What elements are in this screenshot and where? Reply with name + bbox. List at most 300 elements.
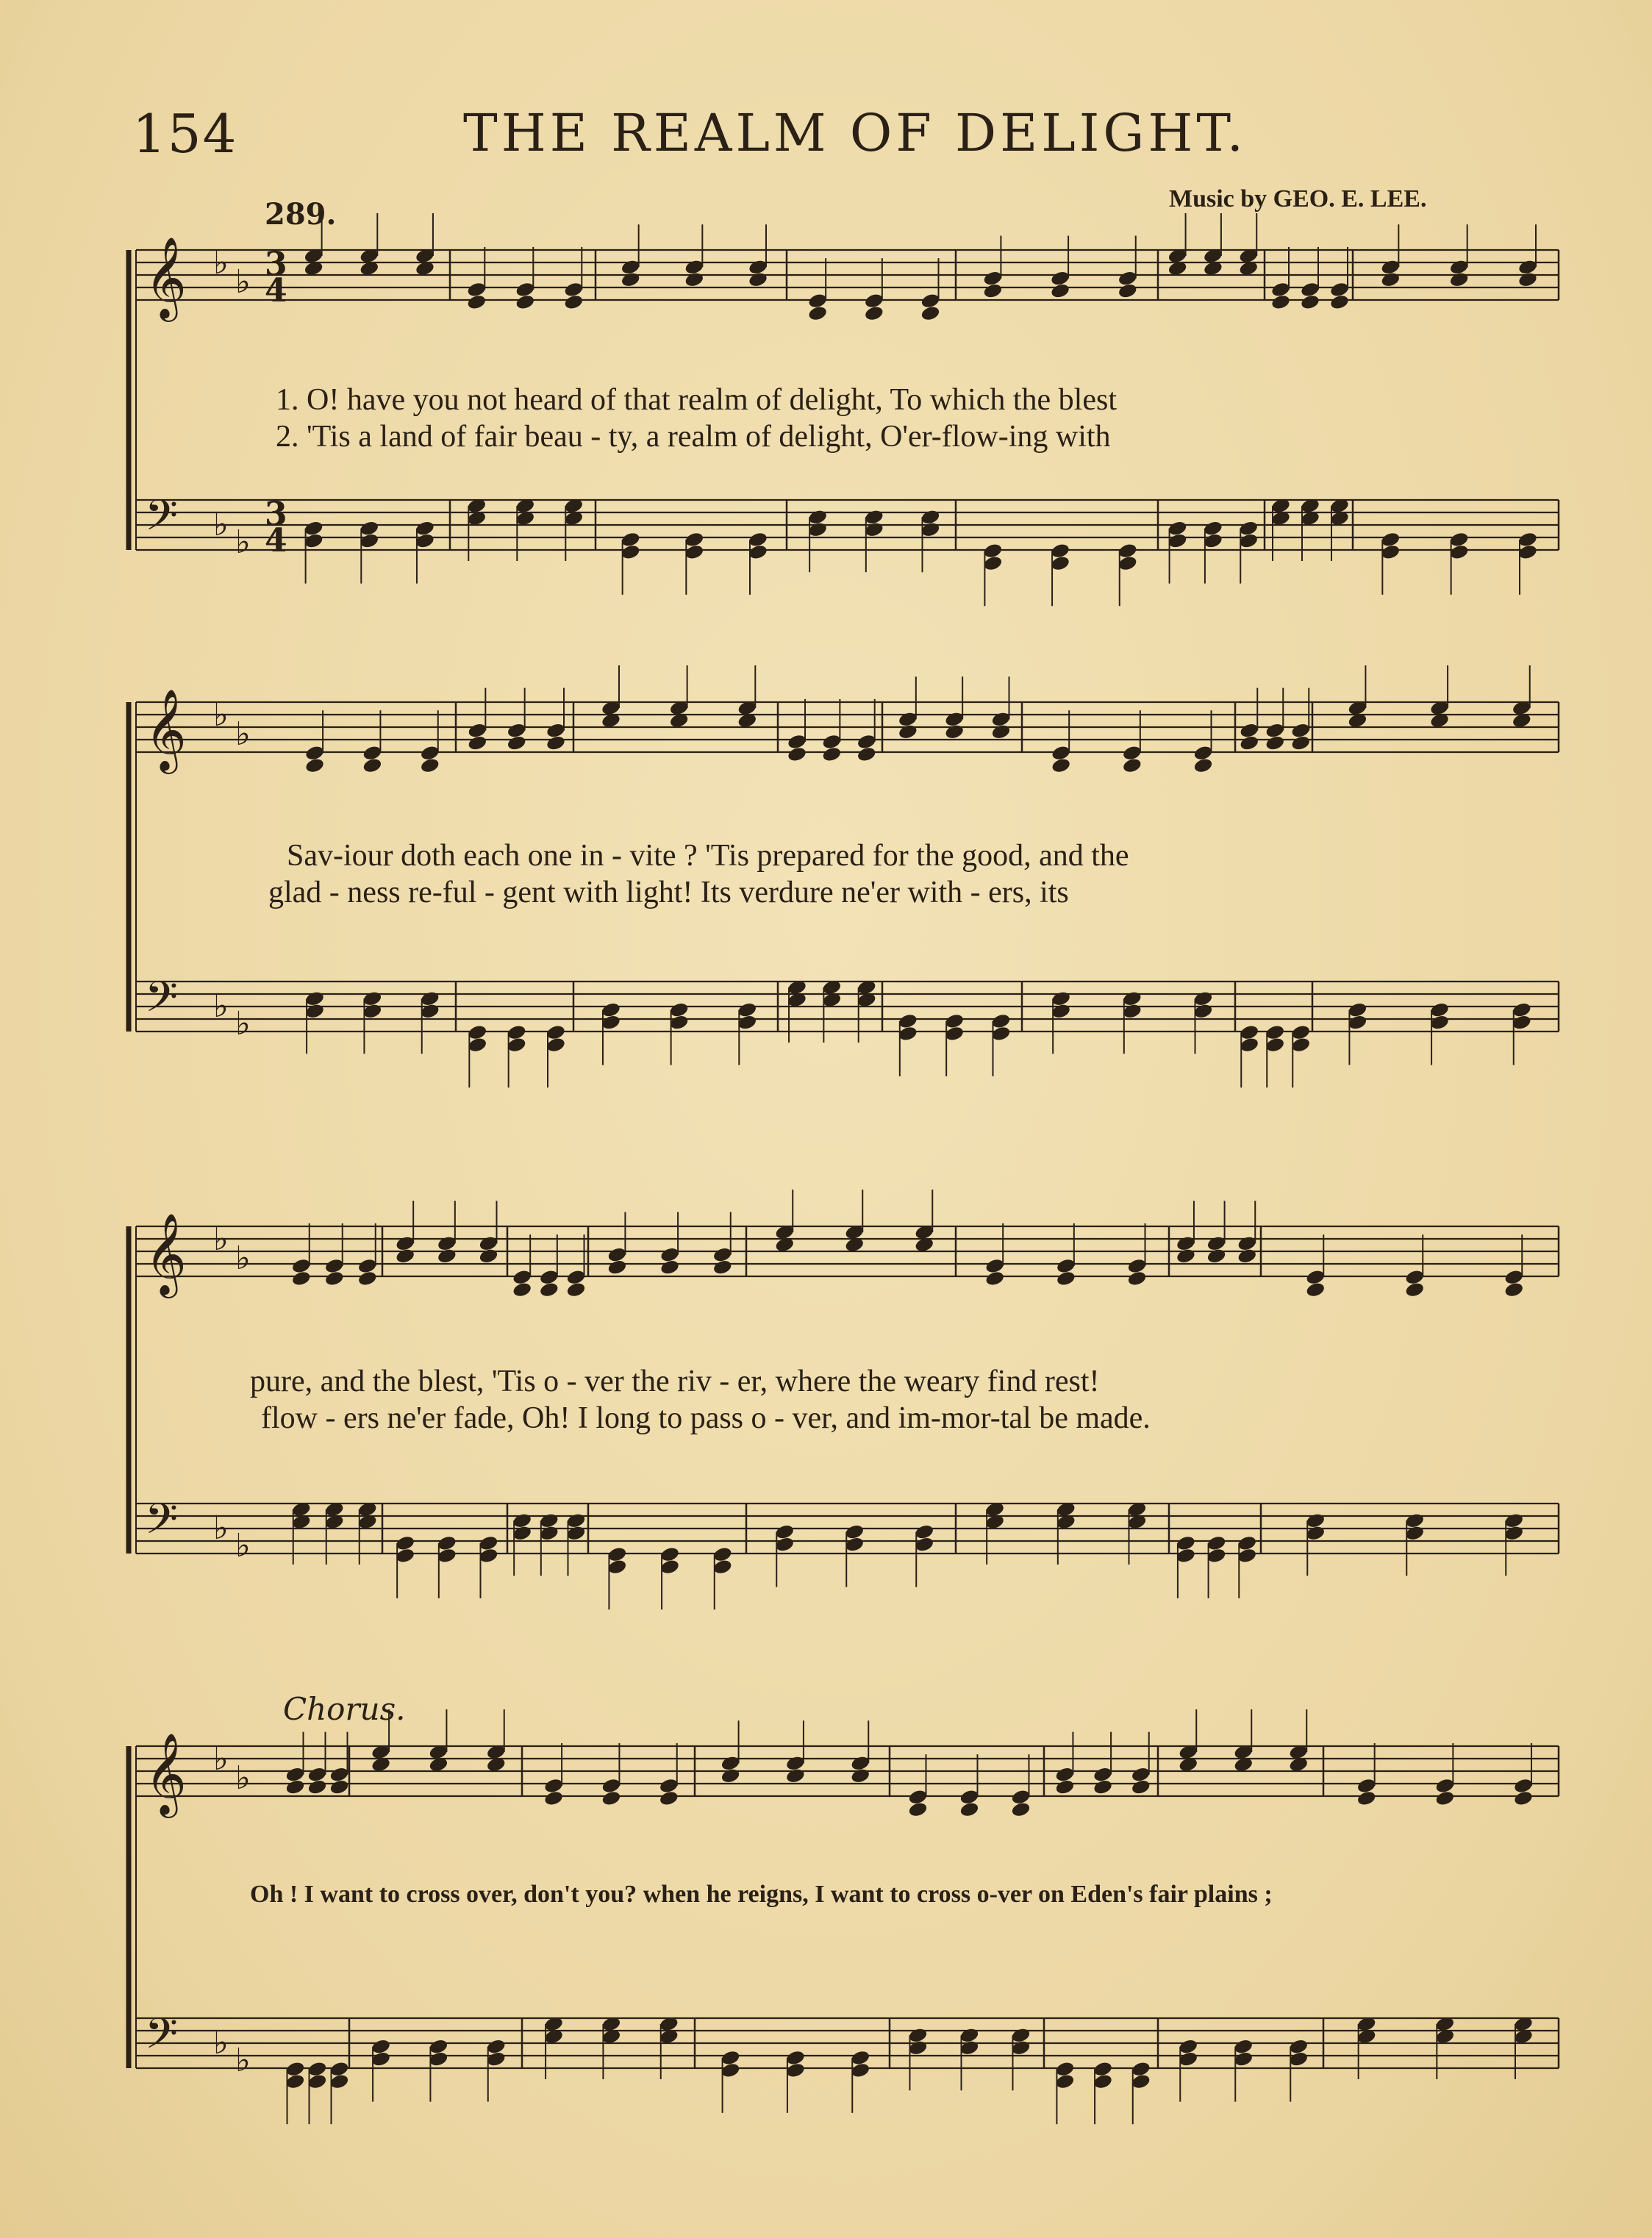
notehead xyxy=(990,1012,1011,1029)
notehead xyxy=(546,722,566,739)
bass-clef-icon: 𝄢 xyxy=(145,2009,179,2069)
notehead xyxy=(507,1024,527,1041)
notehead xyxy=(512,1281,532,1298)
notehead xyxy=(1449,259,1470,276)
notehead xyxy=(285,2073,305,2090)
notehead xyxy=(1122,990,1143,1007)
flat-icon: ♭ xyxy=(235,1527,251,1565)
notehead xyxy=(712,1559,733,1576)
notehead xyxy=(1347,1001,1367,1018)
notehead xyxy=(1118,270,1138,287)
notehead xyxy=(821,733,842,750)
notehead xyxy=(543,1790,564,1806)
notehead xyxy=(1206,1248,1227,1265)
flat-icon: ♭ xyxy=(213,1220,229,1258)
notehead xyxy=(898,1012,918,1029)
flat-icon: ♭ xyxy=(213,1740,229,1778)
notehead xyxy=(285,1766,305,1783)
notehead xyxy=(539,1281,559,1298)
notehead xyxy=(563,281,584,298)
notehead xyxy=(539,1512,559,1529)
notehead xyxy=(684,543,704,560)
notehead xyxy=(659,1259,680,1276)
page-title: THE REALM OF DELIGHT. xyxy=(463,103,1248,163)
notehead xyxy=(329,1778,349,1795)
notehead xyxy=(307,2061,327,2078)
notehead xyxy=(1237,1248,1257,1265)
notehead xyxy=(898,723,918,740)
notehead xyxy=(748,271,768,288)
notehead xyxy=(1290,722,1311,739)
notehead xyxy=(1206,1235,1227,1252)
notehead xyxy=(359,520,379,537)
notehead xyxy=(737,1001,757,1018)
flat-icon: ♭ xyxy=(235,1759,251,1797)
flat-icon: ♭ xyxy=(213,2024,229,2062)
notehead xyxy=(1517,271,1538,288)
notehead xyxy=(324,1257,345,1274)
notehead xyxy=(1239,1024,1259,1041)
flat-icon: ♭ xyxy=(213,987,229,1025)
notehead xyxy=(621,543,641,560)
notehead xyxy=(467,1024,487,1041)
notehead xyxy=(990,1025,1011,1042)
notehead xyxy=(486,2051,507,2067)
notehead xyxy=(507,1037,527,1054)
notehead xyxy=(1233,2051,1254,2067)
notehead xyxy=(1051,745,1071,762)
notehead xyxy=(907,1801,928,1818)
notehead xyxy=(850,2049,870,2066)
notehead xyxy=(1512,1001,1532,1018)
notehead xyxy=(990,723,1011,740)
notehead xyxy=(1449,531,1470,548)
notehead xyxy=(659,1777,679,1794)
flat-icon: ♭ xyxy=(213,1509,229,1547)
notehead xyxy=(1503,1512,1524,1529)
notehead xyxy=(1239,734,1259,751)
notehead xyxy=(1050,282,1070,299)
notehead xyxy=(1404,1512,1425,1529)
notehead xyxy=(565,1512,586,1529)
notehead xyxy=(512,1525,532,1542)
notehead xyxy=(1356,1790,1377,1806)
notehead xyxy=(1054,1778,1075,1795)
notehead xyxy=(1131,1766,1151,1783)
notehead xyxy=(1051,757,1071,774)
notehead xyxy=(844,1523,865,1540)
notehead xyxy=(539,1525,559,1542)
flat-icon: ♭ xyxy=(213,244,229,282)
notehead xyxy=(1513,1777,1534,1794)
notehead xyxy=(304,757,325,774)
notehead xyxy=(357,1270,378,1287)
notehead xyxy=(1404,1269,1425,1286)
notehead xyxy=(898,1025,918,1042)
notehead xyxy=(1329,293,1350,310)
notehead xyxy=(466,281,487,298)
notehead xyxy=(1203,532,1223,549)
notehead xyxy=(1265,734,1285,751)
notehead xyxy=(1131,1778,1151,1795)
notehead xyxy=(785,1767,806,1784)
notehead xyxy=(982,543,1003,560)
notehead xyxy=(920,509,940,526)
notehead xyxy=(1122,1003,1143,1020)
notehead xyxy=(1178,2038,1198,2055)
notehead xyxy=(621,271,641,288)
chorus-label: Chorus. xyxy=(283,1691,406,1727)
flat-icon: ♭ xyxy=(213,696,229,734)
notehead xyxy=(944,723,965,740)
notehead xyxy=(1517,259,1538,276)
notehead xyxy=(420,745,440,762)
notehead xyxy=(304,532,324,549)
notehead xyxy=(737,1014,757,1031)
notehead xyxy=(563,293,584,310)
notehead xyxy=(621,259,641,276)
lyric-line-verse1-system3: pure, and the blest, 'Tis o - ver the riv - er, where the weary find rest! xyxy=(250,1365,1100,1398)
notehead xyxy=(1126,1270,1147,1287)
notehead xyxy=(420,1003,440,1020)
notehead xyxy=(1176,1547,1196,1564)
notehead xyxy=(1118,543,1138,560)
notehead xyxy=(1305,1281,1326,1298)
notehead xyxy=(1192,1003,1213,1020)
notehead xyxy=(1265,1024,1285,1041)
notehead xyxy=(607,1246,627,1263)
notehead xyxy=(1178,2051,1198,2067)
notehead xyxy=(467,722,487,739)
notehead xyxy=(1429,1001,1450,1018)
notehead xyxy=(515,281,535,298)
notehead xyxy=(1192,745,1213,762)
notehead xyxy=(420,757,440,774)
notehead xyxy=(420,990,440,1007)
notehead xyxy=(720,1755,741,1772)
notehead xyxy=(1054,2061,1075,2078)
notehead xyxy=(546,734,566,751)
notehead xyxy=(486,2038,507,2055)
notehead xyxy=(546,1037,566,1054)
flat-icon: ♭ xyxy=(235,263,251,301)
notehead xyxy=(821,746,842,762)
notehead xyxy=(1010,2027,1031,2044)
lyric-line-chorus: Oh ! I want to cross over, don't you? when he reigns, I want to cross o-ver on Eden's fair plains ; xyxy=(250,1881,1273,1908)
notehead xyxy=(982,555,1003,572)
notehead xyxy=(304,990,325,1007)
notehead xyxy=(1050,555,1070,572)
notehead xyxy=(1270,281,1291,298)
notehead xyxy=(1010,2039,1031,2056)
notehead xyxy=(1404,1281,1425,1298)
notehead xyxy=(1010,1789,1031,1806)
notehead xyxy=(507,722,527,739)
notehead xyxy=(1051,1003,1071,1020)
page-number: 154 xyxy=(132,103,238,165)
notehead xyxy=(748,543,768,560)
notehead xyxy=(601,1014,621,1031)
notehead xyxy=(1237,1547,1257,1564)
notehead xyxy=(565,1269,586,1286)
notehead xyxy=(607,1546,627,1563)
notehead xyxy=(1513,1790,1534,1806)
notehead xyxy=(329,2073,349,2090)
notehead xyxy=(1131,2073,1151,2090)
notehead xyxy=(1449,543,1470,560)
notehead xyxy=(920,293,940,310)
notehead xyxy=(467,1037,487,1054)
notehead xyxy=(864,305,884,322)
lyric-line-verse2-system2: glad - ness re-ful - gent with light! Its verdure ne'er with - ers, its xyxy=(268,876,1069,909)
notehead xyxy=(543,1777,564,1794)
notehead xyxy=(565,1525,586,1542)
notehead xyxy=(1122,745,1143,762)
notehead xyxy=(1503,1525,1524,1542)
notehead xyxy=(1265,722,1285,739)
notehead xyxy=(329,1766,349,1783)
notehead xyxy=(478,1248,498,1265)
notehead xyxy=(1050,270,1070,287)
notehead xyxy=(395,1534,415,1551)
notehead xyxy=(914,1523,934,1540)
treble-clef-icon: 𝄞 xyxy=(145,1212,187,1295)
notehead xyxy=(395,1248,415,1265)
notehead xyxy=(659,1559,680,1576)
notehead xyxy=(507,734,527,751)
notehead xyxy=(1093,2061,1113,2078)
notehead xyxy=(512,1512,532,1529)
notehead xyxy=(1305,1512,1326,1529)
flat-icon: ♭ xyxy=(235,715,251,753)
notehead xyxy=(621,531,641,548)
notehead xyxy=(864,293,884,310)
notehead xyxy=(291,1257,312,1274)
notehead xyxy=(1054,2073,1075,2090)
notehead xyxy=(959,1801,979,1818)
notehead xyxy=(1305,1525,1326,1542)
notehead xyxy=(787,746,807,762)
notehead xyxy=(659,1246,680,1263)
notehead xyxy=(684,271,704,288)
notehead xyxy=(1434,1777,1455,1794)
time-signature: 4 xyxy=(265,522,287,560)
notehead xyxy=(1051,990,1071,1007)
notehead xyxy=(712,1246,733,1263)
notehead xyxy=(712,1259,733,1276)
notehead xyxy=(1238,520,1259,537)
notehead xyxy=(1203,520,1223,537)
notehead xyxy=(914,1536,934,1553)
notehead xyxy=(428,2051,448,2067)
notehead xyxy=(907,2027,928,2044)
notehead xyxy=(844,1536,865,1553)
notehead xyxy=(1512,1014,1532,1031)
notehead xyxy=(1270,293,1291,310)
notehead xyxy=(324,1270,345,1287)
music-credit: Music by GEO. E. LEE. xyxy=(1169,185,1427,212)
lyric-line-verse1-system1: 1. O! have you not heard of that realm of delight, To which the blest xyxy=(276,383,1117,417)
notehead xyxy=(607,1559,627,1576)
notehead xyxy=(307,1778,327,1795)
notehead xyxy=(304,1003,325,1020)
notehead xyxy=(748,531,768,548)
notehead xyxy=(1054,1766,1075,1783)
flat-icon: ♭ xyxy=(235,1240,251,1277)
notehead xyxy=(807,509,828,526)
notehead xyxy=(1131,2061,1151,2078)
notehead xyxy=(807,305,828,322)
notehead xyxy=(285,1778,305,1795)
notehead xyxy=(478,1534,498,1551)
notehead xyxy=(371,2038,391,2055)
notehead xyxy=(850,1755,870,1772)
flat-icon: ♭ xyxy=(235,1005,251,1043)
notehead xyxy=(907,2039,928,2056)
notehead xyxy=(720,2049,741,2066)
notehead xyxy=(774,1536,795,1553)
notehead xyxy=(466,293,487,310)
notehead xyxy=(362,990,382,1007)
notehead xyxy=(1288,2038,1309,2055)
notehead xyxy=(1290,1037,1311,1054)
notehead xyxy=(1404,1525,1425,1542)
notehead xyxy=(428,2038,448,2055)
notehead xyxy=(1356,1777,1377,1794)
bass-clef-icon: 𝄢 xyxy=(145,1494,179,1554)
notehead xyxy=(984,1257,1005,1274)
notehead xyxy=(959,2027,979,2044)
notehead xyxy=(362,757,382,774)
notehead xyxy=(1265,1037,1285,1054)
notehead xyxy=(307,1766,327,1783)
notehead xyxy=(565,1281,586,1298)
notehead xyxy=(984,1270,1005,1287)
notehead xyxy=(1449,271,1470,288)
notehead xyxy=(539,1269,559,1286)
notehead xyxy=(944,1025,965,1042)
notehead xyxy=(1192,990,1213,1007)
notehead xyxy=(357,1257,378,1274)
notehead xyxy=(1329,281,1350,298)
notehead xyxy=(1168,532,1188,549)
notehead xyxy=(774,1523,795,1540)
notehead xyxy=(1118,282,1138,299)
notehead xyxy=(907,1789,928,1806)
notehead xyxy=(304,520,324,537)
notehead xyxy=(1239,722,1259,739)
notehead xyxy=(1056,1270,1076,1287)
treble-clef-icon: 𝄞 xyxy=(145,688,187,771)
notehead xyxy=(1300,281,1320,298)
notehead xyxy=(329,2061,349,2078)
notehead xyxy=(1093,2073,1113,2090)
notehead xyxy=(1290,734,1311,751)
notehead xyxy=(712,1546,733,1563)
bass-clef-icon: 𝄢 xyxy=(145,490,179,551)
notehead xyxy=(1206,1534,1227,1551)
notehead xyxy=(959,1789,979,1806)
notehead xyxy=(1056,1257,1076,1274)
notehead xyxy=(857,733,877,750)
notehead xyxy=(920,521,940,538)
notehead xyxy=(437,1235,457,1252)
flat-icon: ♭ xyxy=(213,506,229,543)
notehead xyxy=(1429,1014,1450,1031)
notehead xyxy=(437,1547,457,1564)
notehead xyxy=(1122,757,1143,774)
notehead xyxy=(546,1024,566,1041)
notehead xyxy=(291,1270,312,1287)
notehead xyxy=(1380,531,1401,548)
notehead xyxy=(990,711,1011,728)
notehead xyxy=(1347,1014,1367,1031)
notehead xyxy=(601,1001,621,1018)
notehead xyxy=(944,711,965,728)
notehead xyxy=(720,2062,741,2078)
notehead xyxy=(1434,1790,1455,1806)
notehead xyxy=(1010,1801,1031,1818)
time-signature: 4 xyxy=(265,272,287,310)
notehead xyxy=(684,531,704,548)
lyric-line-verse1-system2: Sav-iour doth each one in - vite ? 'Tis prepared for the good, and the xyxy=(287,839,1129,873)
notehead xyxy=(601,1777,621,1794)
notehead xyxy=(512,1269,532,1286)
notehead xyxy=(304,745,325,762)
notehead xyxy=(1093,1778,1113,1795)
notehead xyxy=(659,1546,680,1563)
notehead xyxy=(395,1235,415,1252)
notehead xyxy=(1237,1534,1257,1551)
notehead xyxy=(371,2051,391,2067)
treble-clef-icon: 𝄞 xyxy=(145,1732,187,1815)
notehead xyxy=(1168,520,1188,537)
notehead xyxy=(807,521,828,538)
notehead xyxy=(659,1790,679,1806)
time-signature: 3 xyxy=(265,246,287,283)
notehead xyxy=(415,532,435,549)
notehead xyxy=(1503,1281,1524,1298)
notehead xyxy=(1050,543,1070,560)
notehead xyxy=(850,1767,870,1784)
notehead xyxy=(982,282,1003,299)
notehead xyxy=(362,1003,382,1020)
notehead xyxy=(307,2073,327,2090)
notehead xyxy=(1206,1547,1227,1564)
notehead xyxy=(748,259,768,276)
notehead xyxy=(1176,1235,1196,1252)
notehead xyxy=(1192,757,1213,774)
notehead xyxy=(1118,555,1138,572)
notehead xyxy=(478,1235,498,1252)
notehead xyxy=(785,2049,806,2066)
notehead xyxy=(515,293,535,310)
notehead xyxy=(1380,259,1401,276)
notehead xyxy=(1288,2051,1309,2067)
notehead xyxy=(944,1012,965,1029)
notehead xyxy=(850,2062,870,2078)
notehead xyxy=(1517,543,1538,560)
time-signature: 3 xyxy=(265,496,287,533)
notehead xyxy=(959,2039,979,2056)
notehead xyxy=(1290,1024,1311,1041)
notehead xyxy=(684,259,704,276)
notehead xyxy=(601,1790,621,1806)
notehead xyxy=(478,1547,498,1564)
notehead xyxy=(920,305,940,322)
notehead xyxy=(785,1755,806,1772)
notehead xyxy=(857,746,877,762)
